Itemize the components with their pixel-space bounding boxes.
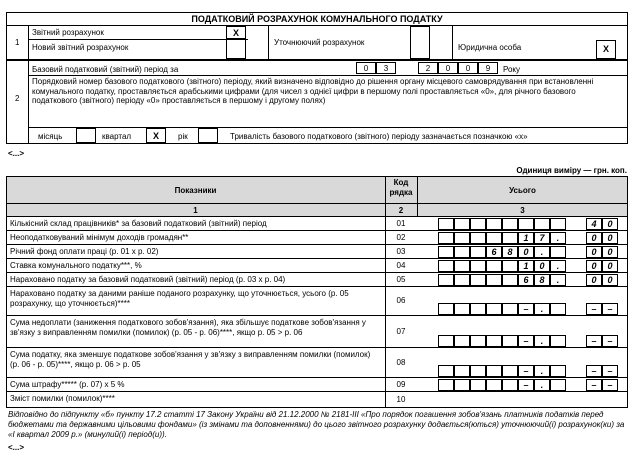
section-1-number: 1	[15, 38, 20, 47]
table-row-code: 01	[396, 219, 406, 228]
legal-entity-check-mark: X	[602, 44, 609, 54]
table-row-label: Нараховано податку за даними раніше поданого розрахунку, що уточнюється, усього (р. 05 розрахунку, що уточнюється)****	[10, 289, 349, 308]
digit-value: .	[540, 336, 544, 346]
table-row-label: Зміст помилки (помилок)****	[10, 394, 115, 403]
digit-cell[interactable]	[438, 365, 454, 377]
table-row-code: 10	[396, 395, 406, 404]
digit-value: 8	[539, 275, 545, 285]
decimal-value: –	[591, 304, 597, 314]
decimal-value: –	[591, 336, 597, 346]
year-digit: 2	[425, 64, 431, 73]
digit-cell[interactable]	[470, 260, 486, 272]
digit-cell[interactable]	[550, 379, 566, 391]
table-row-label: Нараховано податку за базовий податковий (звітний) період (р. 03 х р. 04)	[10, 275, 286, 284]
base-period-label: Базовий податковий (звітний) період за	[32, 65, 179, 74]
digit-cell[interactable]	[438, 260, 454, 272]
digit-cell[interactable]	[550, 218, 566, 230]
year-label: Року	[503, 65, 521, 74]
decimal-value: 4	[591, 219, 597, 229]
digit-cell[interactable]	[486, 303, 502, 315]
digit-cell[interactable]	[486, 365, 502, 377]
period-note: Порядковий номер базового податкового (звітного) періоду, який визначено відповідно до рішення органу місцевого самоврядування при встановленні комунального податку, проставляється арабськими цифрами (для чисел з однієї цифри в першому полі проставляється «0», для річного базового податкового (звітного) періоду «0» проставляється в першому і другому полях)	[32, 77, 594, 105]
table-row-label: Сума недоплати (заниження податкового зобов'язання), яка збільшує податкове зобов'язання у зв'язку з виправленням помилки (помилок) (р. 05 - р. 06)****, якщо р. 05 > р. 06	[10, 318, 366, 337]
digit-cell[interactable]	[502, 274, 518, 286]
digit-cell[interactable]	[486, 232, 502, 244]
decimal-value: –	[607, 366, 613, 376]
digit-cell[interactable]	[518, 218, 534, 230]
decimal-value: 0	[607, 247, 613, 257]
digit-value: 6	[491, 247, 497, 257]
digit-value: .	[556, 275, 560, 285]
table-row-code: 06	[396, 296, 406, 305]
digit-cell[interactable]	[502, 365, 518, 377]
digit-cell[interactable]	[486, 274, 502, 286]
decimal-value: –	[607, 380, 613, 390]
header-col-1: 1	[193, 206, 198, 215]
digit-value: –	[523, 366, 529, 376]
header-code: Код рядка	[389, 178, 413, 197]
year-digit: 0	[445, 64, 451, 73]
digit-cell[interactable]	[454, 260, 470, 272]
digit-value: .	[540, 304, 544, 314]
digit-cell[interactable]	[550, 335, 566, 347]
table-row-label: Сума податку, яка зменшує податкове зобов'язання у зв'язку з виправленням помилки (помилок) (р. 06 - р. 05)****, якщо р. 06 > р. 05	[10, 350, 371, 369]
table-row-label: Кількісний склад працівників* за базовий податковий (звітний) період	[10, 219, 267, 228]
digit-cell[interactable]	[550, 303, 566, 315]
decimal-value: –	[591, 380, 597, 390]
month-label: місяць	[38, 132, 63, 141]
digit-cell[interactable]	[438, 379, 454, 391]
header-col-3: 3	[520, 206, 525, 215]
digit-value: .	[540, 366, 544, 376]
year-option-label: рік	[178, 132, 188, 141]
digit-value: 1	[523, 233, 529, 243]
digit-cell[interactable]	[470, 274, 486, 286]
digit-value: –	[523, 304, 529, 314]
digit-cell[interactable]	[470, 335, 486, 347]
header-indicators: Показники	[174, 186, 217, 195]
digit-cell[interactable]	[438, 335, 454, 347]
digit-cell[interactable]	[438, 303, 454, 315]
report-type-regular: Звітний розрахунок	[32, 28, 104, 37]
decimal-value: –	[607, 336, 613, 346]
decimal-value: –	[591, 366, 597, 376]
decimal-value: 0	[591, 247, 597, 257]
table-row-label: Сума штрафу***** (р. 07) х 5 %	[10, 380, 125, 389]
digit-cell[interactable]	[502, 260, 518, 272]
digit-cell[interactable]	[502, 335, 518, 347]
digit-cell[interactable]	[454, 218, 470, 230]
decimal-value: 0	[607, 261, 613, 271]
digit-value: –	[523, 380, 529, 390]
digit-cell[interactable]	[454, 246, 470, 258]
digit-value: –	[523, 336, 529, 346]
decimal-value: 0	[607, 219, 613, 229]
digit-cell[interactable]	[470, 303, 486, 315]
decimal-value: 0	[591, 233, 597, 243]
digit-cell[interactable]	[550, 246, 566, 258]
digit-cell[interactable]	[470, 379, 486, 391]
digit-cell[interactable]	[502, 232, 518, 244]
unit-note: Одиниця виміру — грн. коп.	[516, 166, 627, 175]
table-row-label: Річний фонд оплати праці (р. 01 х р. 02)	[10, 247, 159, 256]
legal-entity-label: Юридична особа	[458, 43, 522, 52]
year-digit: 0	[465, 64, 471, 73]
digit-value: .	[540, 380, 544, 390]
digit-cell[interactable]	[454, 232, 470, 244]
digit-cell[interactable]	[454, 379, 470, 391]
digit-cell[interactable]	[470, 365, 486, 377]
digit-cell[interactable]	[550, 365, 566, 377]
page-title: ПОДАТКОВИЙ РОЗРАХУНОК КОМУНАЛЬНОГО ПОДАТКУ	[191, 14, 443, 24]
digit-value: 0	[539, 261, 545, 271]
table-row-code: 08	[396, 358, 406, 367]
decimal-value: 0	[607, 233, 613, 243]
digit-cell[interactable]	[438, 246, 454, 258]
digit-value: .	[556, 261, 560, 271]
duration-note: Тривалість базового податкового (звітного) періоду зазначається позначкою «х»	[230, 132, 528, 141]
table-row-code: 07	[396, 327, 406, 336]
digit-value: .	[540, 247, 544, 257]
section-2-number: 2	[15, 94, 20, 103]
digit-cell[interactable]	[470, 246, 486, 258]
digit-value: 0	[523, 247, 529, 257]
digit-cell[interactable]	[486, 379, 502, 391]
digit-cell[interactable]	[486, 260, 502, 272]
quarter-label: квартал	[102, 132, 132, 141]
header-total: Усього	[509, 186, 536, 195]
digit-cell[interactable]	[454, 335, 470, 347]
ellipsis-bottom: <...>	[8, 443, 25, 452]
year-digit: 9	[485, 64, 491, 73]
table-row-code: 04	[396, 261, 406, 270]
digit-cell[interactable]	[438, 232, 454, 244]
report-type-new: Новий звітний розрахунок	[32, 43, 129, 52]
digit-value: 8	[507, 247, 513, 257]
header-col-2: 2	[398, 206, 404, 215]
digit-cell[interactable]	[502, 303, 518, 315]
digit-cell[interactable]	[486, 335, 502, 347]
period-digit: 0	[363, 64, 369, 73]
table-row-code: 02	[396, 233, 406, 242]
digit-cell[interactable]	[454, 365, 470, 377]
digit-value: 1	[523, 261, 529, 271]
table-row-code: 05	[396, 275, 406, 284]
decimal-value: –	[607, 304, 613, 314]
digit-cell[interactable]	[438, 218, 454, 230]
digit-cell[interactable]	[454, 274, 470, 286]
table-row-code: 03	[396, 247, 406, 256]
decimal-value: 0	[607, 275, 613, 285]
digit-cell[interactable]	[502, 379, 518, 391]
report-type-clarifying: Уточнюючий розрахунок	[274, 38, 365, 47]
footnote: Відповідно до підпункту «б» пункту 17.2 статті 17 Закону України від 21.12.2000 № 2181-III «Про порядок погашення зобов'язань платників податків перед бюджетами та державними цільовими фондами» (із змінами та доповненнями) до цього звітного розрахунку додається(ються) уточнюючий(і) розрахунок(ки) за «І квартал 2009 р.» (минулий(і) період(и)).	[8, 410, 625, 439]
digit-cell[interactable]	[470, 218, 486, 230]
quarter-check-mark: X	[152, 131, 159, 141]
table-row-label: Неоподатковуваний мінімум доходів громадян**	[10, 233, 189, 242]
decimal-value: 0	[591, 261, 597, 271]
digit-value: 7	[539, 233, 545, 243]
ellipsis-top: <...>	[8, 149, 25, 158]
digit-cell[interactable]	[438, 274, 454, 286]
digit-cell[interactable]	[502, 218, 518, 230]
table-row-code: 09	[396, 380, 406, 389]
digit-cell[interactable]	[470, 232, 486, 244]
digit-value: 6	[523, 275, 529, 285]
report-check-mark: X	[232, 28, 239, 38]
table-row-label: Ставка комунального податку***, %	[10, 261, 142, 270]
digit-cell[interactable]	[534, 218, 550, 230]
digit-cell[interactable]	[486, 218, 502, 230]
digit-cell[interactable]	[454, 303, 470, 315]
decimal-value: 0	[591, 275, 597, 285]
period-digit: 3	[383, 64, 389, 73]
digit-value: .	[556, 233, 560, 243]
